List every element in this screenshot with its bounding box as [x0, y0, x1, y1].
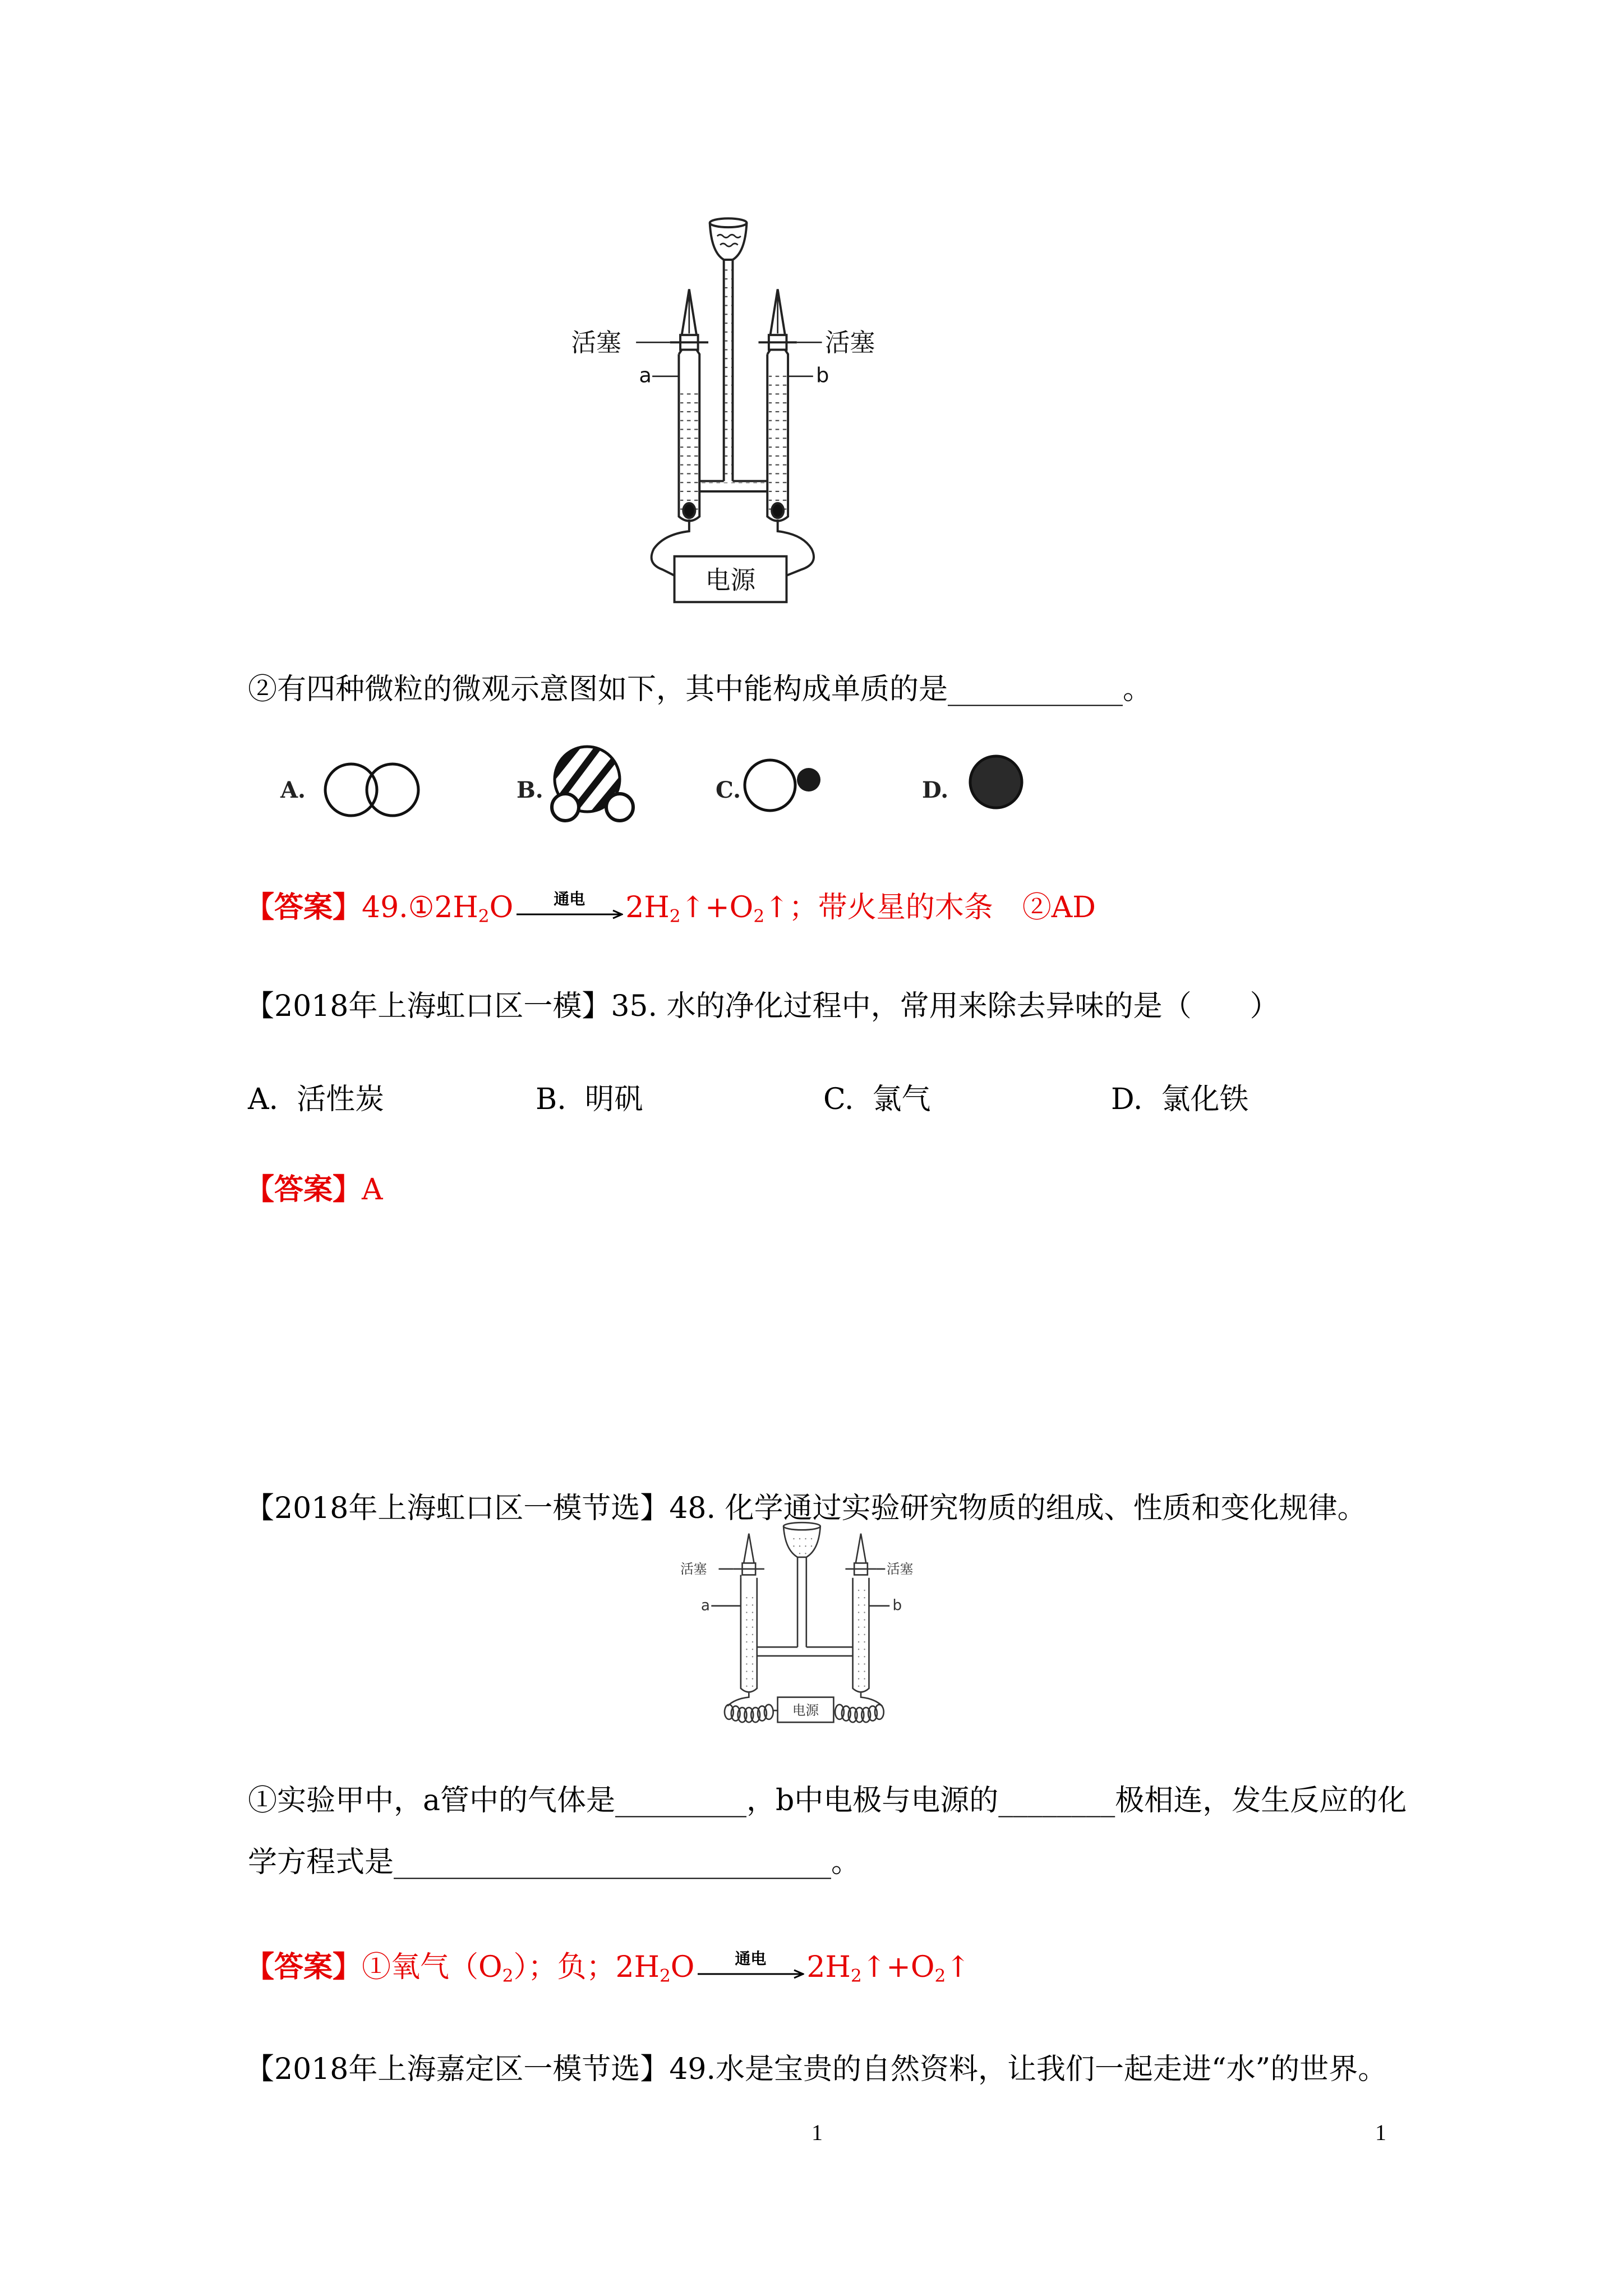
question-2-text: ②有四种微粒的微观示意图如下，其中能构成单质的是	[248, 673, 948, 706]
connector-water	[699, 482, 767, 490]
open-atom	[325, 764, 377, 816]
particle-a-molecule	[325, 764, 418, 816]
answer-label: 【答案】	[245, 890, 362, 924]
reaction-condition: 通电	[554, 889, 585, 908]
tube-b-water	[769, 369, 787, 511]
answer-49-line	[245, 891, 1096, 926]
tube-a-water	[743, 1597, 756, 1688]
question-48-stem: 【2018年上海虹口区一模节选】48. 化学通过实验研究物质的组成、性质和变化规律。	[245, 1492, 1367, 1525]
question-2-line	[248, 673, 1152, 706]
open-atom	[745, 760, 795, 811]
option-text: 活性炭	[297, 1083, 385, 1116]
question-35-option-c	[823, 1083, 931, 1116]
stopcock-right-label: 活塞	[824, 328, 875, 358]
open-atom	[367, 764, 418, 816]
subscript: 2	[478, 906, 490, 927]
wire-right	[778, 519, 814, 576]
tube-b-label: b	[892, 1597, 902, 1614]
funnel-bowl	[710, 223, 747, 260]
answer-label: 【答案】	[245, 1172, 362, 1207]
stopcock-left-label: 活塞	[571, 328, 621, 358]
option-text: 氯化铁	[1161, 1083, 1249, 1116]
answer-text: 2H	[806, 1950, 851, 1984]
option-label: C.	[823, 1083, 854, 1116]
option-label: D.	[1111, 1083, 1143, 1116]
power-supply-label: 电源	[792, 1703, 819, 1719]
funnel-water	[720, 243, 738, 246]
small-open-atom	[552, 794, 579, 821]
funnel-water	[788, 1535, 816, 1554]
answer-text: 2H	[625, 891, 670, 924]
arrow-icon	[515, 909, 623, 920]
arrow-icon	[697, 1968, 804, 1980]
subscript: 2	[850, 1966, 862, 1986]
electrode-a	[683, 503, 695, 518]
power-supply-label: 电源	[705, 565, 756, 595]
particle-option-c-label: C.	[716, 777, 741, 803]
coil-right	[835, 1705, 884, 1723]
particle-option-a-label: A.	[280, 777, 306, 803]
page-number-center: 1	[811, 2120, 823, 2145]
answer-text: ①氧气（O	[362, 1950, 502, 1984]
particle-c-molecule	[745, 760, 820, 811]
stopcock-right-label: 活塞	[887, 1561, 914, 1577]
answer-48-line	[245, 1950, 970, 1985]
electrolysis-apparatus-figure-1	[561, 206, 900, 613]
particle-b-molecule	[538, 739, 634, 829]
subscript: 2	[934, 1966, 946, 1986]
option-text: 氯气	[872, 1083, 931, 1116]
option-text: 明矾	[584, 1083, 643, 1116]
answer-text: ↑；带火星的木条 ②AD	[764, 891, 1096, 924]
answer-text: O	[489, 891, 514, 924]
question-49-stem: 【2018年上海嘉定区一模节选】49.水是宝贵的自然资料，让我们一起走进“水”的世界。	[245, 2053, 1387, 2086]
funnel-rim	[710, 218, 747, 227]
question-35-stem: 【2018年上海虹口区一模】35. 水的净化过程中，常用来除去异味的是（ ）	[245, 990, 1279, 1023]
subscript: 2	[502, 1966, 514, 1986]
option-label: B.	[536, 1083, 566, 1116]
tube-b-water	[854, 1588, 868, 1688]
answer-blank: ____________	[948, 673, 1123, 706]
electrolysis-apparatus-figure-2	[671, 1517, 952, 1731]
option-label: A.	[248, 1083, 279, 1116]
filled-atom	[970, 756, 1022, 808]
page-number-right: 1	[1375, 2120, 1386, 2145]
tube-b-tip	[856, 1534, 866, 1563]
funnel-water	[717, 234, 741, 237]
question-35-option-b	[536, 1083, 643, 1116]
small-open-atom	[606, 794, 633, 821]
reaction-arrow	[697, 1949, 804, 1985]
coil-left	[725, 1705, 773, 1723]
answer-text: ↑	[946, 1950, 970, 1984]
reaction-arrow	[515, 889, 623, 926]
tube-a-water	[680, 386, 698, 510]
answer-text: ↑+O	[861, 1950, 935, 1984]
apparatus-drawing	[711, 1522, 889, 1722]
question-2-end: 。	[1123, 673, 1152, 706]
wire-left	[652, 519, 689, 576]
answer-value: A	[362, 1173, 383, 1207]
particle-d-atom	[970, 756, 1022, 808]
answer-text: O	[670, 1950, 695, 1984]
answer-label: 【答案】	[245, 1950, 362, 1984]
small-filled-atom	[797, 768, 820, 792]
particle-option-d-label: D.	[922, 777, 949, 803]
tube-a-label: a	[700, 1597, 711, 1614]
central-tube-water	[725, 269, 732, 481]
apparatus-drawing	[636, 218, 822, 602]
answer-text: ）；负；2H	[513, 1950, 660, 1984]
wire-left	[727, 1693, 749, 1706]
tube-b-label: b	[816, 363, 829, 388]
electrode-b	[772, 503, 783, 518]
question-48-part-1-line-1: ①实验甲中，a管中的气体是_________，b中电极与电源的________极相连，发生反应的化	[248, 1784, 1407, 1818]
funnel-rim	[783, 1522, 820, 1530]
question-35-option-d	[1111, 1083, 1248, 1116]
particle-option-b-label: B.	[517, 777, 543, 803]
question-35-option-a	[248, 1083, 384, 1116]
question-48-part-1-line-2: 学方程式是______________________________。	[248, 1846, 861, 1879]
particle-diagrams	[269, 739, 1054, 840]
subscript: 2	[753, 906, 765, 927]
reaction-condition: 通电	[735, 1949, 767, 1968]
answer-text: ↑+O	[680, 891, 754, 924]
subscript: 2	[669, 906, 681, 927]
answer-35-line	[245, 1173, 383, 1207]
tube-a-tip	[744, 1534, 754, 1563]
tube-a-label: a	[639, 363, 652, 388]
stopcock-left-label: 活塞	[680, 1561, 707, 1577]
answer-text: 49.①2H	[362, 891, 478, 924]
subscript: 2	[659, 1966, 671, 1986]
